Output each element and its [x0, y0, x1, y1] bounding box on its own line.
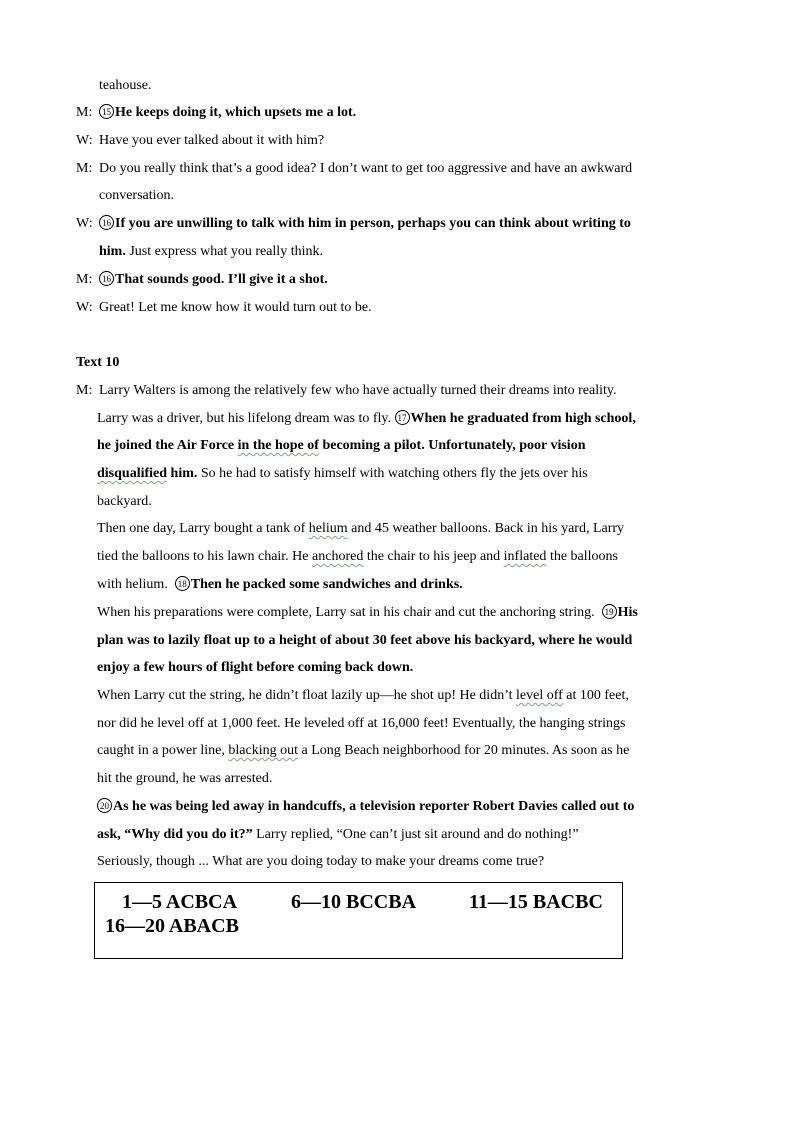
- passage-line: nor did he level off at 1,000 feet. He leveled off at 16,000 feet! Eventually, the hanging strings: [97, 716, 626, 731]
- passage-line: with helium. 18 Then he packed some sandwiches and drinks.: [97, 577, 463, 592]
- question-number-19: 19: [602, 604, 617, 619]
- passage-line: When Larry cut the string, he didn’t float lazily up—he shot up! He didn’t level off at 100 feet,: [97, 688, 629, 703]
- dialogue-line: conversation.: [99, 188, 175, 203]
- section-heading: Text 10: [76, 355, 120, 370]
- dialogue-line: 16 If you are unwilling to talk with him in person, perhaps you can think about writing to: [99, 215, 631, 233]
- dialogue-line: 15 He keeps doing it, which upsets me a lot.: [99, 104, 356, 122]
- passage-line: Seriously, though ... What are you doing today to make your dreams come true?: [97, 854, 545, 869]
- answer-range: 1—5 ACBCA: [122, 891, 238, 913]
- passage-line: When his preparations were complete, Larry sat in his chair and cut the anchoring string. 19 His: [97, 605, 638, 620]
- answer-range: 11—15 BACBC: [469, 891, 603, 913]
- speaker-label: M:: [76, 105, 93, 120]
- question-number-17: 17: [395, 410, 410, 425]
- answer-range: 6—10 BCCBA: [291, 891, 417, 913]
- question-number-18: 18: [175, 576, 190, 591]
- speaker-label: W:: [76, 133, 93, 148]
- passage-line: plan was to lazily float up to a height of about 30 feet above his backyard, where he would: [97, 633, 633, 648]
- dialogue-line: Great! Let me know how it would turn out to be.: [99, 300, 372, 315]
- passage-line: enjoy a few hours of flight before coming back down.: [97, 660, 414, 675]
- passage-line: ask, “Why did you do it?” Larry replied, “One can’t just sit around and do nothing!”: [97, 827, 579, 842]
- speaker-label: M:: [76, 161, 93, 176]
- question-number-15: 15: [99, 104, 114, 119]
- passage-line: caught in a power line, blacking out a Long Beach neighborhood for 20 minutes. As soon as he: [97, 743, 630, 758]
- answer-range: 16—20 ABACB: [105, 915, 239, 937]
- question-number-16: 16: [99, 271, 114, 286]
- speaker-label: M:: [76, 272, 93, 287]
- passage-line: Larry was a driver, but his lifelong dream was to fly. 17 When he graduated from high school,: [97, 411, 636, 426]
- passage-line: Larry Walters is among the relatively few who have actually turned their dreams into reality.: [99, 383, 617, 398]
- passage-line: backyard.: [97, 494, 152, 509]
- dialogue-line: 16 That sounds good. I’ll give it a shot.: [99, 271, 328, 289]
- speaker-label: W:: [76, 216, 93, 231]
- question-number-20: 20: [97, 798, 112, 813]
- speaker-label: M:: [76, 383, 93, 398]
- dialogue-line: Have you ever talked about it with him?: [99, 133, 325, 148]
- dialogue-line: Do you really think that’s a good idea? I don’t want to get too aggressive and have an awkward: [99, 161, 633, 176]
- speaker-label: W:: [76, 300, 93, 315]
- passage-line: hit the ground, he was arrested.: [97, 771, 273, 786]
- passage-line: Then one day, Larry bought a tank of helium and 45 weather balloons. Back in his yard, Larry: [97, 521, 625, 536]
- dialogue-line: teahouse.: [99, 78, 152, 93]
- passage-line: he joined the Air Force in the hope of becoming a pilot. Unfortunately, poor vision: [97, 438, 586, 453]
- passage-line: disqualified him. So he had to satisfy himself with watching others fly the jets over his: [97, 466, 588, 481]
- answer-key-box: [94, 882, 623, 959]
- question-number-16: 16: [99, 215, 114, 230]
- passage-line: 20 As he was being led away in handcuffs, a television reporter Robert Davies called out to: [97, 798, 634, 816]
- dialogue-line: him. Just express what you really think.: [99, 244, 323, 259]
- passage-line: tied the balloons to his lawn chair. He anchored the chair to his jeep and inflated the balloons: [97, 549, 618, 564]
